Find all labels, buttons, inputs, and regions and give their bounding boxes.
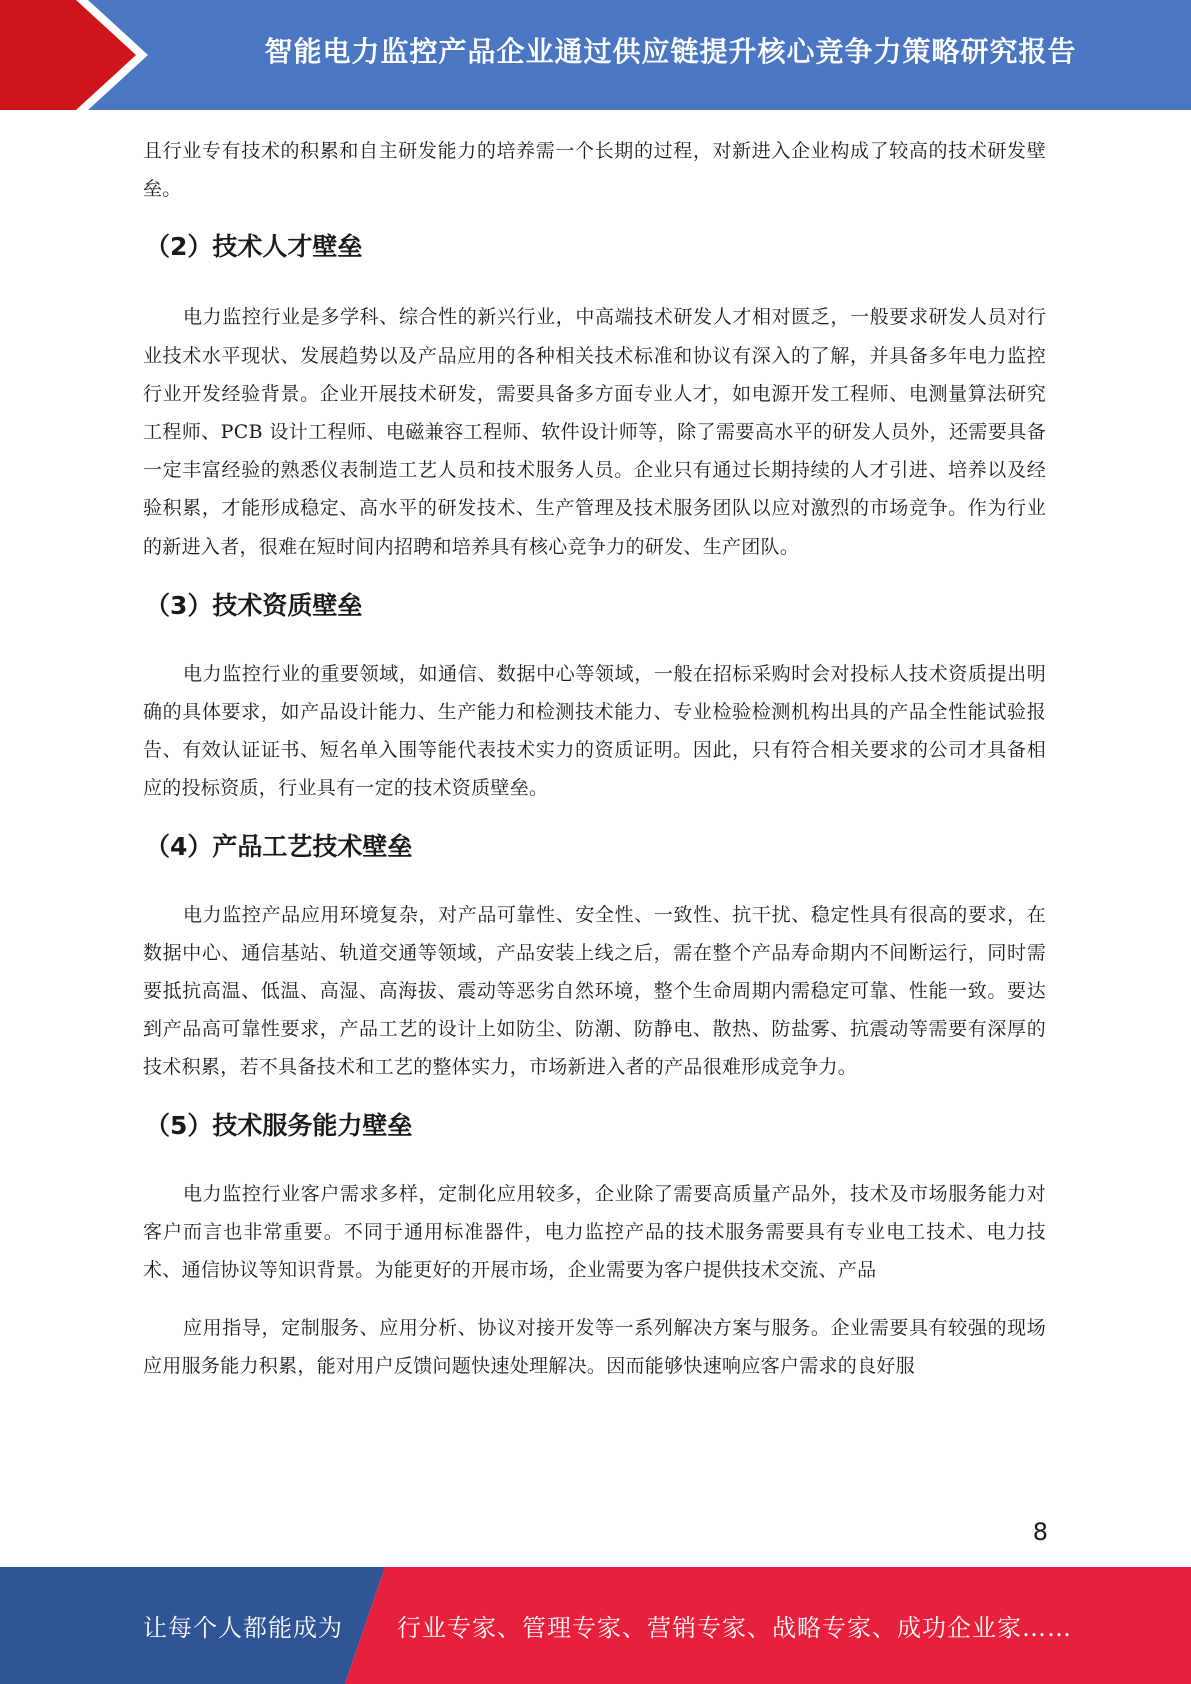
paragraph-service-continued: 应用指导，定制服务、应用分析、协议对接开发等一系列解决方案与服务。企业需要具有较强的现场应用服务能力积累，能对用户反馈问题快速处理解决。因而能够快速响应客户需求的良好服 bbox=[143, 1317, 1046, 1378]
page-header bbox=[0, 0, 1191, 110]
paragraph-continued: 且行业专有技术的积累和自主研发能力的培养需一个长期的过程，对新进入企业构成了较高的技术研发壁垒。 bbox=[143, 140, 1046, 201]
footer-slogan-left: 让每个人都能成为 bbox=[143, 1614, 343, 1642]
section-heading-2: （2）技术人才壁垒 bbox=[145, 232, 363, 262]
page-number: 8 bbox=[1032, 1518, 1048, 1546]
report-title: 智能电力监控产品企业通过供应链提升核心竞争力策略研究报告 bbox=[264, 35, 1077, 68]
paragraph-process: 电力监控产品应用环境复杂，对产品可靠性、安全性、一致性、抗干扰、稳定性具有很高的要求，在数据中心、通信基站、轨道交通等领域，产品安装上线之后，需在整个产品寿命期内不间断运行，同时需要抵抗高温、低温、高湿、高海拔、震动等恶劣自然环境，整个生命周期内需稳定可靠、性能一致。要达到产品高可靠性要求，产品工艺的设计上如防尘、防潮、防静电、散热、防盐雾、抗震动等需要有深厚的技术积累，若不具备技术和工艺的整体实力，市场新进入者的产品很难形成竞争力。 bbox=[143, 903, 1046, 1079]
footer-slogan-right: 行业专家、管理专家、营销专家、战略专家、成功企业家…… bbox=[397, 1614, 1072, 1642]
paragraph-talent: 电力监控行业是多学科、综合性的新兴行业，中高端技术研发人才相对匮乏，一般要求研发人员对行业技术水平现状、发展趋势以及产品应用的各种相关技术标准和协议有深入的了解，并具备多年电力监控行业开发经验背景。企业开展技术研发，需要具备多方面专业人才，如电源开发工程师、电测量算法研究工程师、PCB 设计工程师、电磁兼容工程师、软件设计师等，除了需要高水平的研发人员外，还需要具备一定丰富经验的熟悉仪表制造工艺人员和技术服务人员。企业只有通过长期持续的人才引进、培养以及经验积累，才能形成稳定、高水平的研发技术、生产管理及技术服务团队以应对激烈的市场竞争。作为行业的新进入者，很难在短时间内招聘和培养具有核心竞争力的研发、生产团队。 bbox=[143, 306, 1046, 558]
document-body bbox=[143, 132, 1046, 1386]
section-heading-4: （4）产品工艺技术壁垒 bbox=[145, 831, 413, 861]
page-footer bbox=[0, 1567, 1191, 1684]
header-arrow-decoration bbox=[0, 0, 160, 110]
paragraph-qualification: 电力监控行业的重要领域，如通信、数据中心等领域，一般在招标采购时会对投标人技术资质提出明确的具体要求，如产品设计能力、生产能力和检测技术能力、专业检验检测机构出具的产品全性能试验报告、有效认证证书、短名单入围等能代表技术实力的资质证明。因此，只有符合相关要求的公司才具备相应的投标资质，行业具有一定的技术资质壁垒。 bbox=[143, 662, 1046, 800]
paragraph-service: 电力监控行业客户需求多样，定制化应用较多，企业除了需要高质量产品外，技术及市场服务能力对客户而言也非常重要。不同于通用标准器件，电力监控产品的技术服务需要具有专业电工技术、电力技术、通信协议等知识背景。为能更好的开展市场，企业需要为客户提供技术交流、产品 bbox=[143, 1182, 1046, 1282]
section-heading-5: （5）技术服务能力壁垒 bbox=[145, 1110, 413, 1140]
section-heading-3: （3）技术资质壁垒 bbox=[145, 590, 363, 620]
